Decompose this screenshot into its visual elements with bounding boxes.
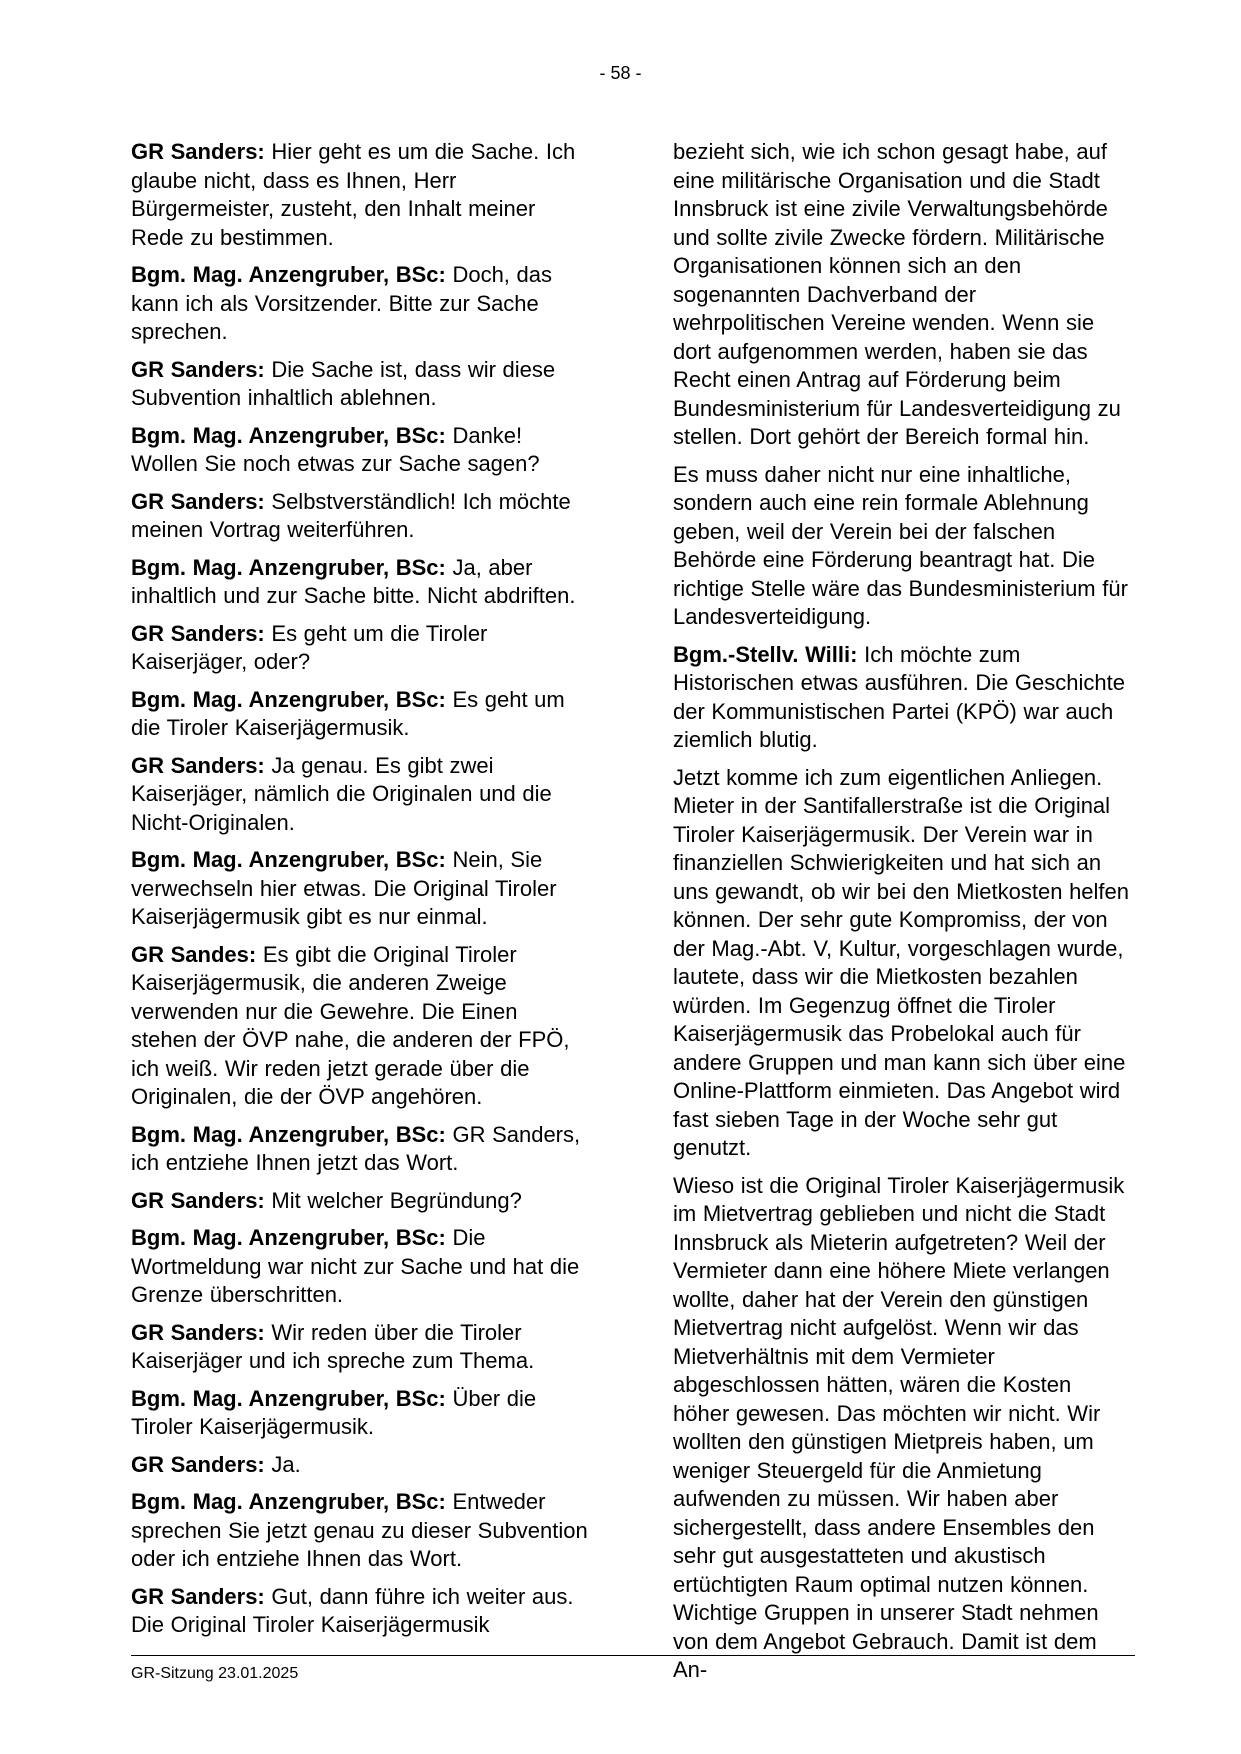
dialogue-paragraph <box>131 1451 589 1480</box>
page-footer <box>131 1655 1135 1683</box>
speech-text: Ja genau. Es gibt zwei Kaiserjäger, nämlich die Originalen und die Nicht-Originalen. <box>131 752 552 835</box>
text-columns <box>131 138 1131 1694</box>
dialogue-paragraph <box>131 1488 589 1574</box>
speaker-name: Bgm. Mag. Anzengruber, BSc: <box>131 847 446 872</box>
speech-text: bezieht sich, wie ich schon gesagt habe, auf eine militärische Organisation und die Stadt Innsbruck ist eine zivile Verwaltungsbehörde und sollte zivile Zwecke fördern. Militärische Organisationen können sich an den sogenannten Dachverband der wehrpolitischen Vereine wenden. Wenn sie dort aufgenommen werden, haben sie das Recht einen Antrag auf Förderung beim Bundesministerium für Landesverteidigung zu stellen. Dort gehört der Bereich formal hin. <box>673 139 1121 449</box>
speaker-name: GR Sanders: <box>131 1319 265 1345</box>
speech-text: Es geht um die Tiroler Kaiserjäger, oder? <box>131 620 488 674</box>
speech-text: Wieso ist die Original Tiroler Kaiserjägermusik im Mietvertrag geblieben und nicht die Stadt Innsbruck als Mieterin aufgetreten? Weil der Vermieter dann eine höhere Miete verlangen wollte, daher hat der Verein den günstigen Mietvertrag nicht aufgelöst. Wenn wir das Mietverhältnis mit dem Vermieter abgeschlossen hätten, wären die Kosten höher gewesen. Das möchten wir nicht. Wir wollten den günstigen Mietpreis haben, um weniger Steuergeld für die Anmietung aufwenden zu müssen. Wir haben aber sichergestellt, dass andere Ensembles den sehr gut ausgestatteten und akustisch ertüchtigten Raum optimal nutzen können. Wichtige Gruppen in unserer Stadt nehmen von dem Angebot Gebrauch. Damit ist dem An- <box>673 1172 1125 1682</box>
dialogue-paragraph <box>131 356 589 413</box>
speech-text: Ja, aber inhaltlich und zur Sache bitte. Nicht abdriften. <box>131 554 576 608</box>
speech-text: Über die Tiroler Kaiserjägermusik. <box>131 1385 537 1439</box>
speech-text: Doch, das kann ich als Vorsitzender. Bitte zur Sache sprechen. <box>131 262 553 344</box>
speaker-name: Bgm. Mag. Anzengruber, BSc: <box>131 1385 446 1411</box>
speaker-name: Bgm. Mag. Anzengruber, BSc: <box>131 1225 446 1250</box>
left-column <box>131 138 589 1649</box>
speech-text: Entweder sprechen Sie jetzt genau zu dieser Subvention oder ich entziehe Ihnen das Wort. <box>131 1489 588 1571</box>
speaker-name: GR Sandes: <box>131 941 257 967</box>
dialogue-paragraph <box>131 1187 589 1216</box>
speaker-name: Bgm. Mag. Anzengruber, BSc: <box>131 686 446 712</box>
speech-text: Danke! Wollen Sie noch etwas zur Sache sagen? <box>131 422 540 476</box>
dialogue-paragraph <box>131 1583 589 1640</box>
dialogue-paragraph <box>673 1172 1131 1685</box>
speech-text: Ich möchte zum Historischen etwas ausführen. Die Geschichte der Kommunistischen Partei (KPÖ) war auch ziemlich blutig. <box>673 641 1125 752</box>
speech-text: Hier geht es um die Sache. Ich glaube nicht, dass es Ihnen, Herr Bürgermeister, zusteht, den Inhalt meiner Rede zu bestimmen. <box>131 139 576 250</box>
speech-text: Wir reden über die Tiroler Kaiserjäger und ich spreche zum Thema. <box>131 1319 535 1373</box>
dialogue-paragraph <box>131 422 589 479</box>
speech-text: Gut, dann führe ich weiter aus. Die Original Tiroler Kaiserjägermusik <box>131 1583 574 1637</box>
speaker-name: Bgm. Mag. Anzengruber, BSc: <box>131 554 446 580</box>
dialogue-paragraph <box>673 764 1131 1163</box>
speech-text: Mit welcher Begründung? <box>271 1187 522 1213</box>
speaker-name: Bgm.-Stellv. Willi: <box>673 641 858 667</box>
dialogue-paragraph <box>673 641 1131 755</box>
dialogue-paragraph <box>131 1121 589 1178</box>
speech-text: Selbstverständlich! Ich möchte meinen Vortrag weiterführen. <box>131 488 571 542</box>
speech-text: Es geht um die Tiroler Kaiserjägermusik. <box>131 686 565 740</box>
dialogue-paragraph <box>131 846 589 932</box>
dialogue-paragraph <box>131 1319 589 1376</box>
speaker-name: GR Sanders: <box>131 752 265 778</box>
dialogue-paragraph <box>131 752 589 838</box>
dialogue-paragraph <box>673 461 1131 632</box>
speaker-name: Bgm. Mag. Anzengruber, BSc: <box>131 1489 446 1514</box>
speaker-name: GR Sanders: <box>131 139 265 164</box>
footer-session-label: GR-Sitzung 23.01.2025 <box>131 1665 299 1682</box>
speaker-name: GR Sanders: <box>131 356 265 382</box>
speech-text: Die Wortmeldung war nicht zur Sache und hat die Grenze überschritten. <box>131 1225 580 1307</box>
dialogue-paragraph <box>131 620 589 677</box>
speaker-name: Bgm. Mag. Anzengruber, BSc: <box>131 262 446 287</box>
dialogue-paragraph <box>131 488 589 545</box>
speech-text: Es gibt die Original Tiroler Kaiserjägermusik, die anderen Zweige verwenden nur die Gewehre. Die Einen stehen der ÖVP nahe, die anderen der FPÖ, ich weiß. Wir reden jetzt gerade über die Originalen, die der ÖVP angehören. <box>131 941 570 1109</box>
speech-text: Es muss daher nicht nur eine inhaltliche, sondern auch eine rein formale Ablehnung geben, weil der Verein bei der falschen Behörde eine Förderung beantragt hat. Die richtige Stelle wäre das Bundesministerium für Landesverteidigung. <box>673 461 1128 629</box>
speaker-name: GR Sanders: <box>131 1451 265 1477</box>
speech-text: Nein, Sie verwechseln hier etwas. Die Original Tiroler Kaiserjägermusik gibt es nur einmal. <box>131 847 557 929</box>
dialogue-paragraph <box>131 554 589 611</box>
speech-text: Ja. <box>271 1451 301 1477</box>
dialogue-paragraph <box>131 1224 589 1310</box>
speech-text: GR Sanders, ich entziehe Ihnen jetzt das Wort. <box>131 1121 581 1175</box>
dialogue-paragraph <box>131 686 589 743</box>
speech-text: Jetzt komme ich zum eigentlichen Anliegen. Mieter in der Santifallerstraße ist die Original Tiroler Kaiserjägermusik. Der Verein war in finanziellen Schwierigkeiten und hat sich an uns gewandt, ob wir bei den Mietkosten helfen können. Der sehr gute Kompromiss, der von der Mag.-Abt. V, Kultur, vorgeschlagen wurde, lautete, dass wir die Mietkosten bezahlen würden. Im Gegenzug öffnet die Tiroler Kaiserjägermusik das Probelokal auch für andere Gruppen und man kann sich über eine Online-Plattform einmieten. Das Angebot wird fast sieben Tage in der Woche sehr gut genutzt. <box>673 764 1130 1160</box>
dialogue-paragraph <box>673 138 1131 452</box>
dialogue-paragraph <box>131 138 589 252</box>
page-number: - 58 - <box>599 63 642 83</box>
speaker-name: GR Sanders: <box>131 1583 265 1609</box>
right-column <box>673 138 1131 1694</box>
speaker-name: GR Sanders: <box>131 1187 265 1213</box>
dialogue-paragraph <box>131 941 589 1112</box>
speaker-name: GR Sanders: <box>131 488 265 514</box>
speaker-name: Bgm. Mag. Anzengruber, BSc: <box>131 1121 446 1147</box>
speaker-name: Bgm. Mag. Anzengruber, BSc: <box>131 422 446 448</box>
dialogue-paragraph <box>131 1385 589 1442</box>
dialogue-paragraph <box>131 261 589 347</box>
speaker-name: GR Sanders: <box>131 620 265 646</box>
speech-text: Die Sache ist, dass wir diese Subvention inhaltlich ablehnen. <box>131 356 556 410</box>
